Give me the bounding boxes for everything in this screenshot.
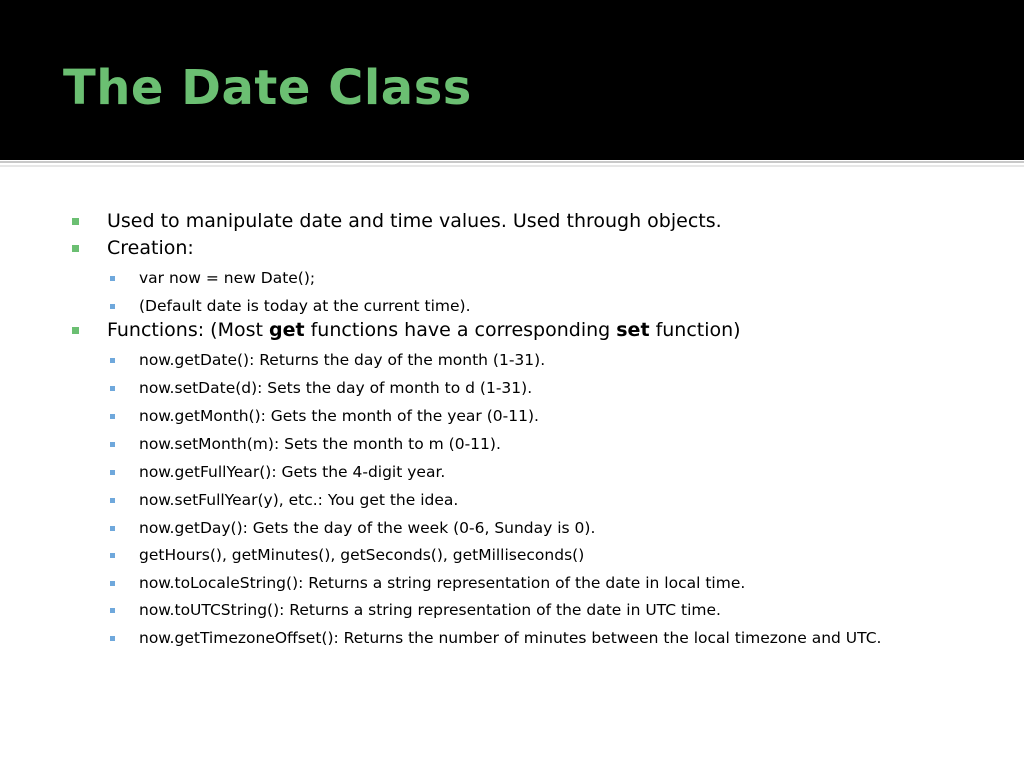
small-square-bullet-icon	[110, 636, 115, 641]
bullet-text: now.getTimezoneOffset(): Returns the number of minutes between the local timezone and UTC.	[139, 629, 882, 647]
small-square-bullet-icon	[110, 414, 115, 419]
small-square-bullet-icon	[110, 526, 115, 531]
small-square-bullet-icon	[110, 386, 115, 391]
bullet-text: now.setMonth(m): Sets the month to m (0-11).	[139, 435, 501, 453]
square-bullet-icon	[72, 218, 79, 225]
bullet-text	[107, 318, 741, 342]
bullet-text: now.getMonth(): Gets the month of the year (0-11).	[139, 407, 539, 425]
bullet-text: Used to manipulate date and time values. Used through objects.	[107, 210, 722, 232]
bullet-text: (Default date is today at the current time).	[139, 297, 471, 315]
text-segment: function)	[649, 319, 741, 341]
bullet-text: now.getDay(): Gets the day of the week (0-6, Sunday is 0).	[139, 519, 596, 537]
bullet-text: now.toUTCString(): Returns a string representation of the date in UTC time.	[139, 601, 721, 619]
text-segment: functions have a corresponding	[304, 319, 617, 341]
small-square-bullet-icon	[110, 442, 115, 447]
bullet-text: getHours(), getMinutes(), getSeconds(), getMilliseconds()	[139, 546, 585, 564]
small-square-bullet-icon	[110, 553, 115, 558]
small-square-bullet-icon	[110, 276, 115, 281]
small-square-bullet-icon	[110, 608, 115, 613]
bullet-text: now.getDate(): Returns the day of the month (1-31).	[139, 351, 546, 369]
square-bullet-icon	[72, 245, 79, 252]
slide-title: The Date Class	[63, 60, 472, 116]
small-square-bullet-icon	[110, 581, 115, 586]
small-square-bullet-icon	[110, 470, 115, 475]
bullet-text: now.toLocaleString(): Returns a string representation of the date in local time.	[139, 574, 746, 592]
bullet-text: now.setDate(d): Sets the day of month to d (1-31).	[139, 379, 533, 397]
bold-keyword: set	[616, 319, 650, 341]
bullet-text: var now = new Date();	[139, 269, 316, 287]
text-segment: Functions: (Most	[107, 319, 269, 341]
small-square-bullet-icon	[110, 498, 115, 503]
bullet-text: Creation:	[107, 237, 194, 259]
bullet-text: now.setFullYear(y), etc.: You get the idea.	[139, 491, 459, 509]
bullet-text: now.getFullYear(): Gets the 4-digit year.	[139, 463, 446, 481]
small-square-bullet-icon	[110, 358, 115, 363]
square-bullet-icon	[72, 327, 79, 334]
bold-keyword: get	[268, 319, 305, 341]
small-square-bullet-icon	[110, 304, 115, 309]
